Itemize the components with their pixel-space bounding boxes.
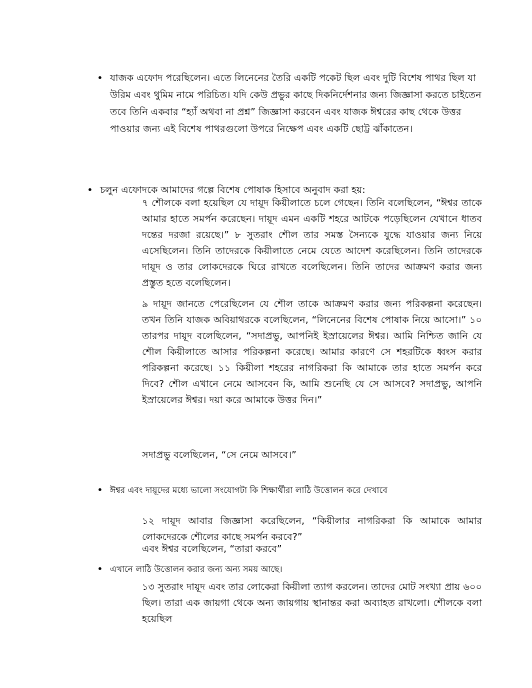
scripture-paragraph: সদাপ্রভু বলেছিলেন, “সে নেমে আসবে।” xyxy=(142,450,297,461)
scripture-paragraph: ৭ শৌলকে বলা হয়েছিল যে দায়ূদ কিয়ীলাতে চলে গেছেন। তিনি বলেছিলেন, “ঈশ্বর তাকে আমার হাতে সমর্পন করেছেন। দায়ূদ এমন একটি শহরে আটকে পড়েছিলেন যেখানে ধাতব দন্তের দরজা রয়েছে।” ৮ সুতরাং শৌল তার সমস্ত সৈন্যকে যুদ্ধে যাওয়ার জন্য নিয়ে এসেছিলেন। তিনি তাদেরকে কিয়ীলাতে নেমে যেতে আদেশ করেছিলেন। তিনি তাদেরকে দায়ূদ ও তার লোকদেরকে ঘিরে রাখতে বলেছিলেন। তিনি তাদের আক্রমণ করার জন্য প্রস্তুত হতে বলেছিলেন। xyxy=(142,198,482,289)
scripture-paragraph: এবং ঈশ্বর বলেছিলেন, “তারা করবে” xyxy=(142,544,282,555)
list-item xyxy=(97,563,482,577)
scripture-paragraph: ১২ দায়ূদ আবার জিজ্ঞাসা করেছিলেন, “কিয়ীলার নাগরিকরা কি আমাকে আমার লোকদেরকে শৌলের কাছে সমর্পন করবে?” xyxy=(142,516,482,543)
bullet-text: এখানে লাঠি উত্তোলন করার জন্য অন্য সময় আছে। xyxy=(110,565,283,575)
bullet-text: যাজক এফোদ পরেছিলেন। এতে লিনেনের তৈরি একটি পকেট ছিল এবং দুটি বিশেষ পাথর ছিল যা উরিম এবং থুমিম নামে পরিচিত। যদি কেউ প্রভুর কাছে দিকনির্দেশনার জন্য জিজ্ঞাসা করতে চাইতেন তবে তিনি একবার “হ্যাঁ অথবা না প্রশ্ন” জিজ্ঞাসা করবেন এবং যাজক ঈশ্বরের কাছ থেকে উত্তর পাওয়ার জন্য এই বিশেষ পাথরগুলো উপরে নিক্ষেপ এবং একটি ছোট্ট ঝাঁকাতেন। xyxy=(110,73,482,135)
bullet-icon: • xyxy=(87,185,93,196)
bullet-icon: • xyxy=(97,73,103,84)
list-item xyxy=(97,484,482,498)
bullet-icon: • xyxy=(97,485,103,496)
scripture-paragraph: ৯ দায়ূদ জানতে পেরেছিলেন যে শৌল তাকে আক্রমণ করার জন্য পরিকল্পনা করেছেন। তখন তিনি যাজক অবিয়াথরকে বলেছিলেন, “লিনেনের বিশেষ পোষাক নিয়ে আসো।” ১০ তারপর দায়ূদ বলেছিলেন, “সদাপ্রভু, আপনিই ইস্রায়েলের ঈশ্বর। আমি নিশ্চিত জানি যে শৌল কিয়ীলাতে আসার পরিকল্পনা করেছে। আমার কারণে সে শহরটিকে ধ্বংস করার পরিকল্পনা করেছে। ১১ কিয়ীলা শহরের নাগরিকরা কি আমাকে তার হাতে সমর্পন করে দিবে? শৌল এখানে নেমে আসবেন কি, আমি শুনেছি যে সে আসবে? সদাপ্রভু, আপনি ইস্রায়েলের ঈশ্বর। দয়া করে আমাকে উত্তর দিন।” xyxy=(142,299,482,406)
bullet-icon: • xyxy=(97,564,103,575)
scripture-paragraph: ১৩ সুতরাং দায়ূদ এবং তার লোকেরা কিয়ীলা ত্যাগ করলেন। তাদের মোট সংখ্যা প্রায় ৬০০ ছিল। তারা এক জায়গা থেকে অন্য জায়গায় স্থানান্তর করা অব্যাহত রাখলো। শৌলকে বলা হয়েছিল xyxy=(142,582,482,625)
bullet-text: ঈশ্বর এবং দায়ূদের মধ্যে ভালো সংযোগটা কি শিক্ষার্থীরা লাঠি উত্তোলন করে দেখাবে xyxy=(110,486,388,496)
list-item xyxy=(97,70,482,138)
bullet-text: চলুন এফোদকে আমাদের গল্পে বিশেষ পোষাক হিসাবে অনুবাদ করা হয়: xyxy=(100,185,366,196)
